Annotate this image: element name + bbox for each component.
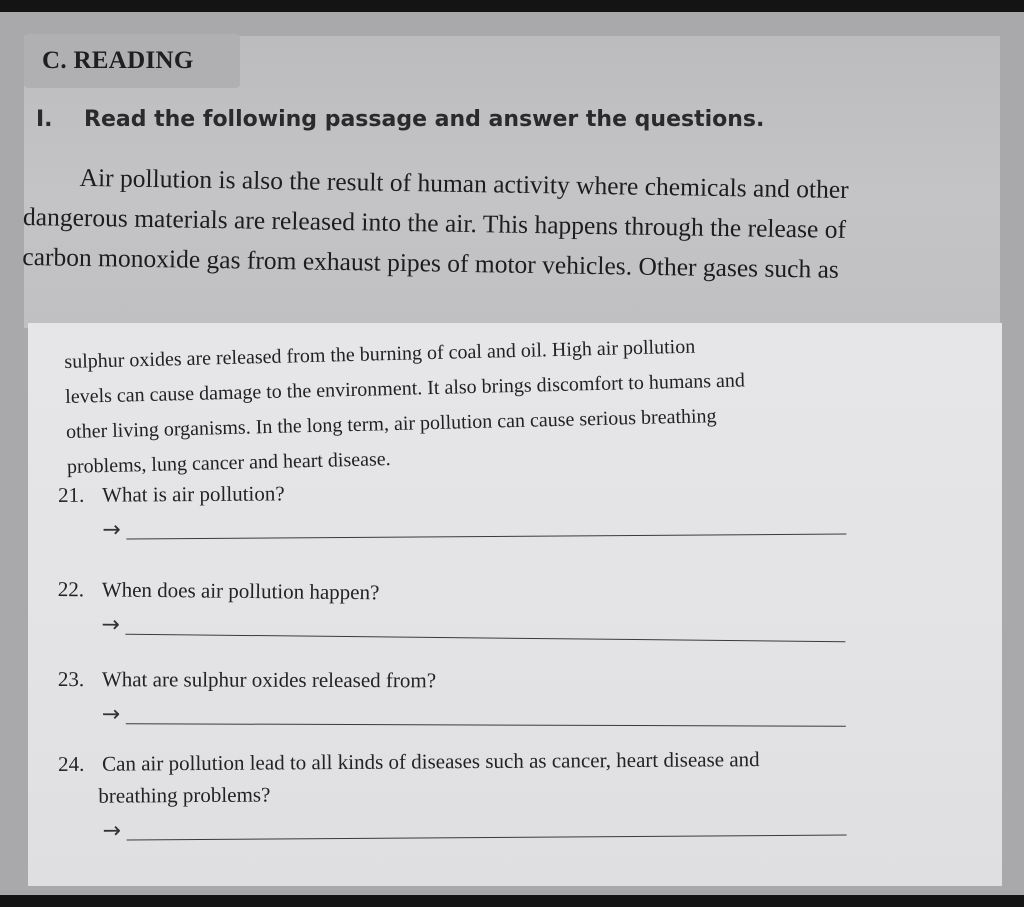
question-text: What is air pollution? — [102, 481, 285, 507]
answer-blank-line[interactable] — [126, 533, 846, 539]
passage-upper — [22, 157, 996, 292]
question-number: 22. — [57, 576, 85, 602]
question-21 — [58, 473, 958, 545]
question-23 — [58, 663, 958, 732]
question-text-row — [58, 473, 958, 511]
passage-line: carbon monoxide gas from exhaust pipes of motor vehicles. Other gases such as — [22, 241, 840, 284]
passage-line: sulphur oxides are released from the burning of coal and oil. High air pollution — [64, 335, 696, 373]
question-number: 24. — [58, 751, 85, 776]
arrow-icon: → — [102, 517, 121, 543]
arrow-icon: → — [101, 702, 121, 728]
passage-line: problems, lung cancer and heart disease. — [66, 448, 391, 478]
question-number: 21. — [58, 482, 85, 507]
section-title: C. READING — [24, 34, 240, 88]
instruction-number: I. — [36, 107, 53, 132]
question-number: 23. — [57, 667, 85, 692]
answer-field-24[interactable] — [58, 808, 958, 846]
arrow-icon: → — [102, 818, 122, 844]
lower-page — [28, 323, 1002, 886]
passage-line: dangerous materials are released into the air. This happens through the release of — [22, 201, 847, 244]
question-text: When does air pollution happen? — [101, 577, 380, 605]
answer-blank-line[interactable] — [126, 723, 846, 727]
instruction-heading — [36, 105, 936, 135]
passage-line: Air pollution is also the result of human activity where chemicals and other — [79, 162, 849, 204]
passage-lower — [64, 323, 947, 484]
question-22 — [57, 573, 958, 648]
answer-field-21[interactable] — [58, 507, 958, 545]
answer-blank-line[interactable] — [127, 834, 847, 840]
instruction-text: Read the following passage and answer the questions. — [84, 107, 765, 132]
answer-field-23[interactable] — [58, 697, 958, 732]
passage-line: levels can cause damage to the environment. It also brings discomfort to humans and — [65, 369, 746, 408]
arrow-icon: → — [101, 612, 121, 638]
question-text-continued: breathing problems? — [98, 782, 271, 808]
question-text: What are sulphur oxides released from? — [101, 667, 437, 693]
answer-field-22[interactable] — [57, 607, 957, 648]
question-24 — [58, 742, 959, 846]
passage-line: other living organisms. In the long term, air pollution can cause serious breathing — [65, 405, 717, 443]
question-text-row — [58, 663, 958, 698]
answer-blank-line[interactable] — [125, 634, 845, 643]
question-text: Can air pollution lead to all kinds of diseases such as cancer, heart disease and — [102, 747, 760, 776]
